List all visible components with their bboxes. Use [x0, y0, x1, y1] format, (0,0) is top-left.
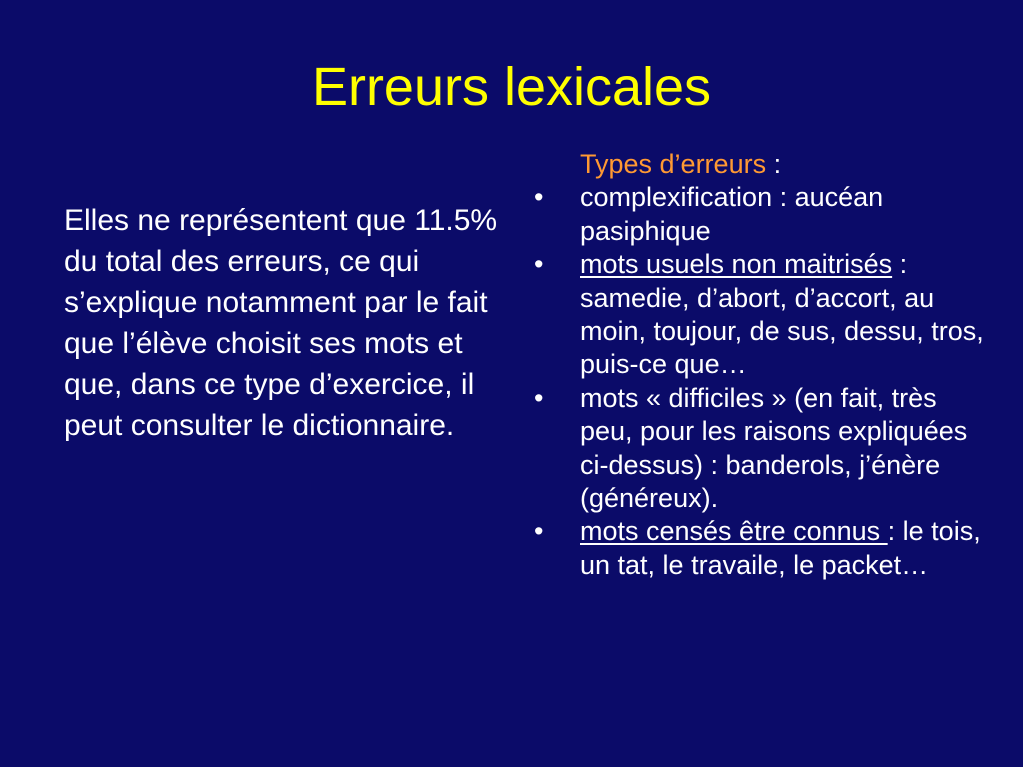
item-text: mots « difficiles » (en fait, très peu, pour les raisons expliquées ci-dessus) : banderols, j’énère (généreux). — [580, 382, 968, 514]
item-underlined-label: mots usuels non maitrisés — [580, 249, 893, 280]
slide-title: Erreurs lexicales — [311, 57, 712, 117]
item-text: complexification : aucéan pasiphique — [580, 182, 884, 246]
list-item-mots-usuels — [532, 248, 992, 382]
error-types-column — [532, 148, 992, 582]
list-item-complexification — [532, 181, 992, 248]
left-paragraph: Elles ne représentent que 11.5% du total des erreurs, ce qui s’explique notamment par le fait que l’élève choisit ses mots et que, dans ce type d’exercice, il peut consulter le dictionnaire. — [64, 204, 498, 442]
item-text: : samedie, d’abort, d’accort, au moin, toujour, de sus, dessu, tros, puis-ce que… — [580, 249, 984, 380]
types-label: Types d’erreurs — [580, 149, 767, 179]
item-text: : le tois, un tat, le travaile, le packet… — [580, 516, 981, 580]
error-types-list — [532, 181, 992, 582]
types-colon: : — [766, 149, 782, 179]
types-header — [532, 148, 992, 181]
bullet-icon: • — [534, 249, 544, 280]
item-underlined-label: mots censés être connus — [580, 516, 888, 547]
bullet-icon: • — [534, 182, 544, 213]
bullet-icon: • — [534, 382, 544, 413]
list-item-mots-connus — [532, 515, 992, 582]
bullet-icon: • — [534, 516, 544, 547]
list-item-mots-difficiles — [532, 382, 992, 516]
